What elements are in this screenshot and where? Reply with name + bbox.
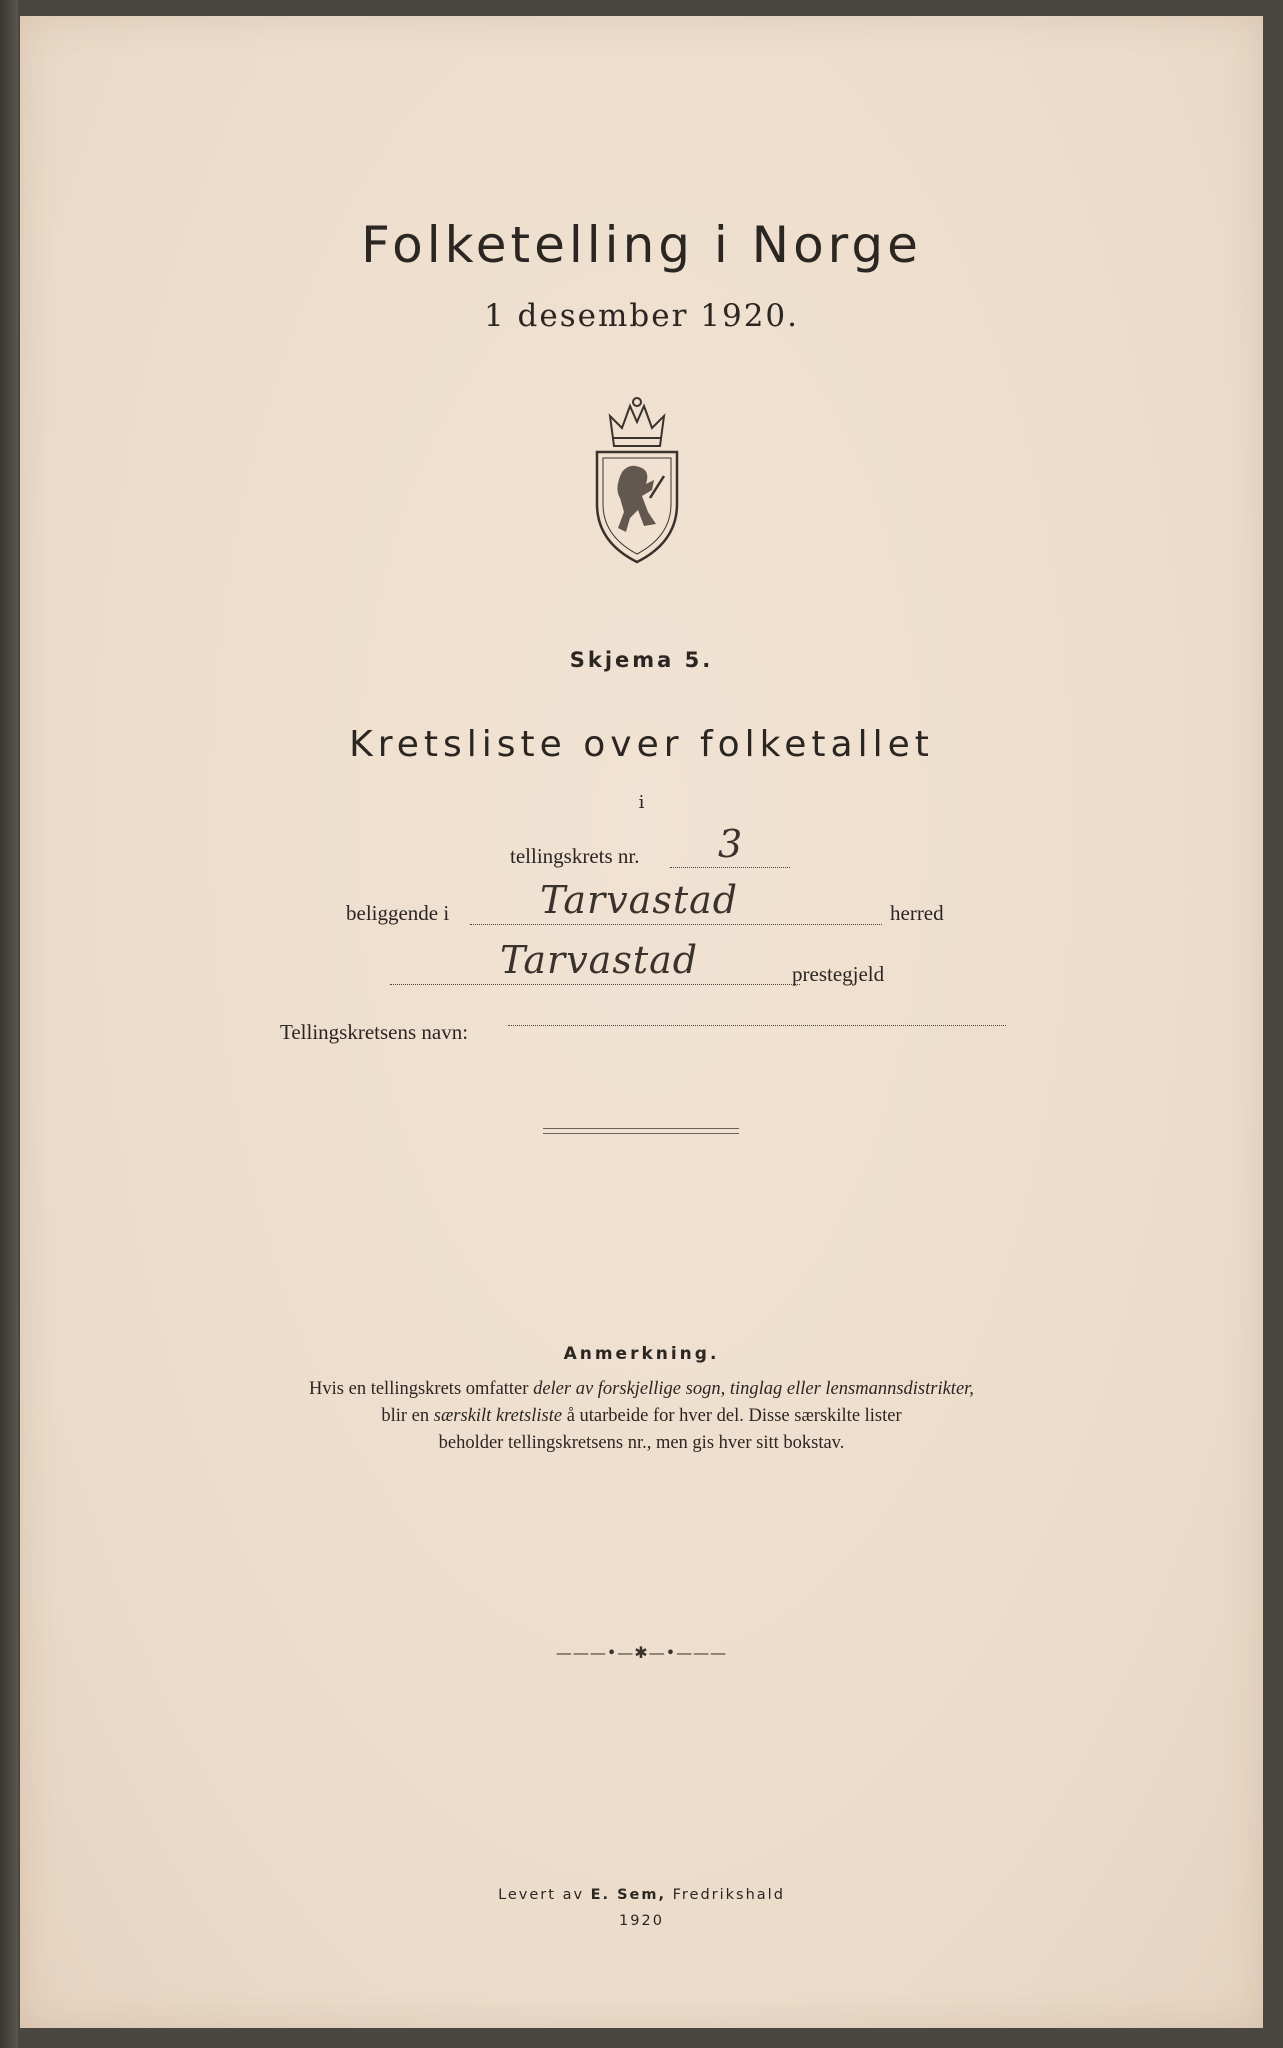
coat-of-arms-icon bbox=[592, 394, 682, 564]
prestegjeld-line bbox=[390, 984, 800, 985]
preposition-i: i bbox=[638, 792, 645, 813]
note-line-2-emphasis: særskilt kretsliste bbox=[433, 1406, 563, 1426]
page-title: Folketelling i Norge bbox=[361, 216, 922, 274]
printer-place: Fredrikshald bbox=[666, 1887, 785, 1903]
printer-prefix: Levert av bbox=[498, 1887, 591, 1903]
note-text bbox=[20, 1376, 1263, 1457]
kretsnavn-line bbox=[508, 1025, 1006, 1026]
note-line-1-emphasis: deler av forskjellige sogn, tinglag eller lensmannsdistrikter, bbox=[533, 1379, 974, 1399]
note-line-1 bbox=[20, 1376, 1263, 1403]
note-line-2 bbox=[20, 1403, 1263, 1430]
printer-name: E. Sem, bbox=[590, 1887, 666, 1903]
ornament-divider: ———•—✱—•——— bbox=[555, 1643, 728, 1662]
beliggende-label: beliggende i bbox=[346, 901, 450, 925]
printer-line bbox=[20, 1882, 1263, 1908]
prestegjeld-value: Tarvastad bbox=[500, 938, 699, 982]
divider-rule-bottom bbox=[543, 1133, 739, 1134]
printer-year: 1920 bbox=[619, 1913, 664, 1929]
herred-line bbox=[470, 924, 882, 925]
schema-number: Skjema 5. bbox=[569, 648, 714, 672]
note-line-2-text-b: å utarbeide for hver del. Disse særskilte lister bbox=[562, 1406, 902, 1426]
herred-value: Tarvastad bbox=[540, 878, 739, 922]
tellingskrets-value: 3 bbox=[718, 822, 744, 866]
tellingskrets-label: tellingskrets nr. bbox=[510, 844, 640, 868]
herred-label: herred bbox=[890, 901, 944, 925]
tellingskrets-line bbox=[670, 867, 790, 868]
note-line-3: beholder tellingskretsens nr., men gis hver sitt bokstav. bbox=[438, 1433, 845, 1453]
kretsnavn-label: Tellingskretsens navn: bbox=[280, 1020, 469, 1044]
note-line-1-text: Hvis en tellingskrets omfatter bbox=[309, 1379, 534, 1399]
printer-imprint bbox=[20, 1882, 1263, 1934]
book-spine bbox=[0, 0, 18, 2048]
census-date: 1 desember 1920. bbox=[483, 298, 800, 334]
census-form-page bbox=[20, 16, 1263, 2028]
form-subtitle: Kretsliste over folketallet bbox=[349, 724, 934, 765]
note-line-2-text-a: blir en bbox=[381, 1406, 434, 1426]
divider-rule-top bbox=[543, 1128, 739, 1129]
prestegjeld-label: prestegjeld bbox=[792, 962, 885, 986]
note-heading: Anmerkning. bbox=[563, 1344, 720, 1364]
